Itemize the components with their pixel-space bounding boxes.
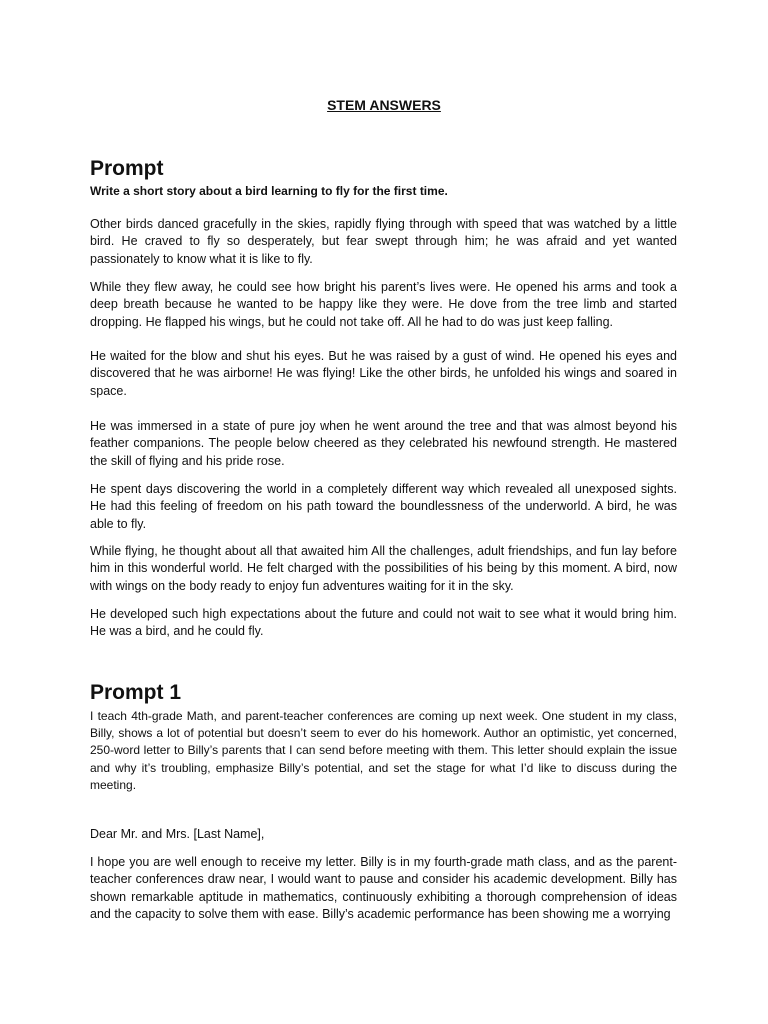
story-paragraph-5: He spent days discovering the world in a completely different way which revealed all unexposed sights. He had this feeling of freedom on his path toward the boundlessness of the underworld. A bird, he was able to fly. [90, 482, 677, 531]
story-paragraph-4: He was immersed in a state of pure joy when he went around the tree and that was almost beyond his feather companions. The people below cheered as they celebrated his newfound strength. He mastered the skill of flying and his pride rose. [90, 419, 677, 468]
story-paragraph-3: He waited for the blow and shut his eyes. But he was raised by a gust of wind. He opened his eyes and discovered that he was airborne! He was flying! Like the other birds, he unfolded his wings and soared in space. [90, 349, 677, 398]
story-paragraph-6: While flying, he thought about all that awaited him All the challenges, adult friendships, and fun lay before him in this wonderful world. He felt charged with the possibilities of his being by this moment. A bird, now with wings on the body ready to enjoy fun adventures waiting for it in the sky. [90, 544, 677, 593]
prompt1-instruction: I teach 4th-grade Math, and parent-teacher conferences are coming up next week. One student in my class, Billy, shows a lot of potential but doesn’t seem to ever do his homework. Author an optimistic, yet concerned, 250-word letter to Billy’s parents that I can send before meeting with them. This letter should explain the issue and why it’s troubling, emphasize Billy’s potential, and set the stage for what I’d like to discuss during the meeting. [90, 709, 677, 792]
prompt1-heading: Prompt 1 [90, 681, 182, 704]
prompt-heading: Prompt [90, 157, 164, 180]
document-title: STEM ANSWERS [327, 97, 441, 113]
prompt-instruction: Write a short story about a bird learning to fly for the first time. [90, 184, 448, 198]
letter-salutation: Dear Mr. and Mrs. [Last Name], [90, 827, 265, 841]
story-paragraph-7: He developed such high expectations about the future and could not wait to see what it would bring him. He was a bird, and he could fly. [90, 607, 677, 639]
story-paragraph-2: While they flew away, he could see how bright his parent’s lives were. He opened his arms and took a deep breath because he wanted to be happy like they were. He dove from the tree limb and started dropping. He flapped his wings, but he could not take off. All he had to do was just keep falling. [90, 280, 677, 329]
story-paragraph-1: Other birds danced gracefully in the skies, rapidly flying through with speed that was watched by a little bird. He craved to fly so desperately, but fear swept through him; he was afraid and yet wanted passionately to know what it is like to fly. [90, 217, 677, 266]
letter-paragraph-1: I hope you are well enough to receive my letter. Billy is in my fourth-grade math class, and as the parent-teacher conferences draw near, I would want to pause and consider his academic development. Billy has shown remarkable aptitude in mathematics, continuously exhibiting a thorough comprehension of ideas and the capacity to solve them with ease. Billy’s academic performance has been showing me a worrying [90, 855, 677, 922]
